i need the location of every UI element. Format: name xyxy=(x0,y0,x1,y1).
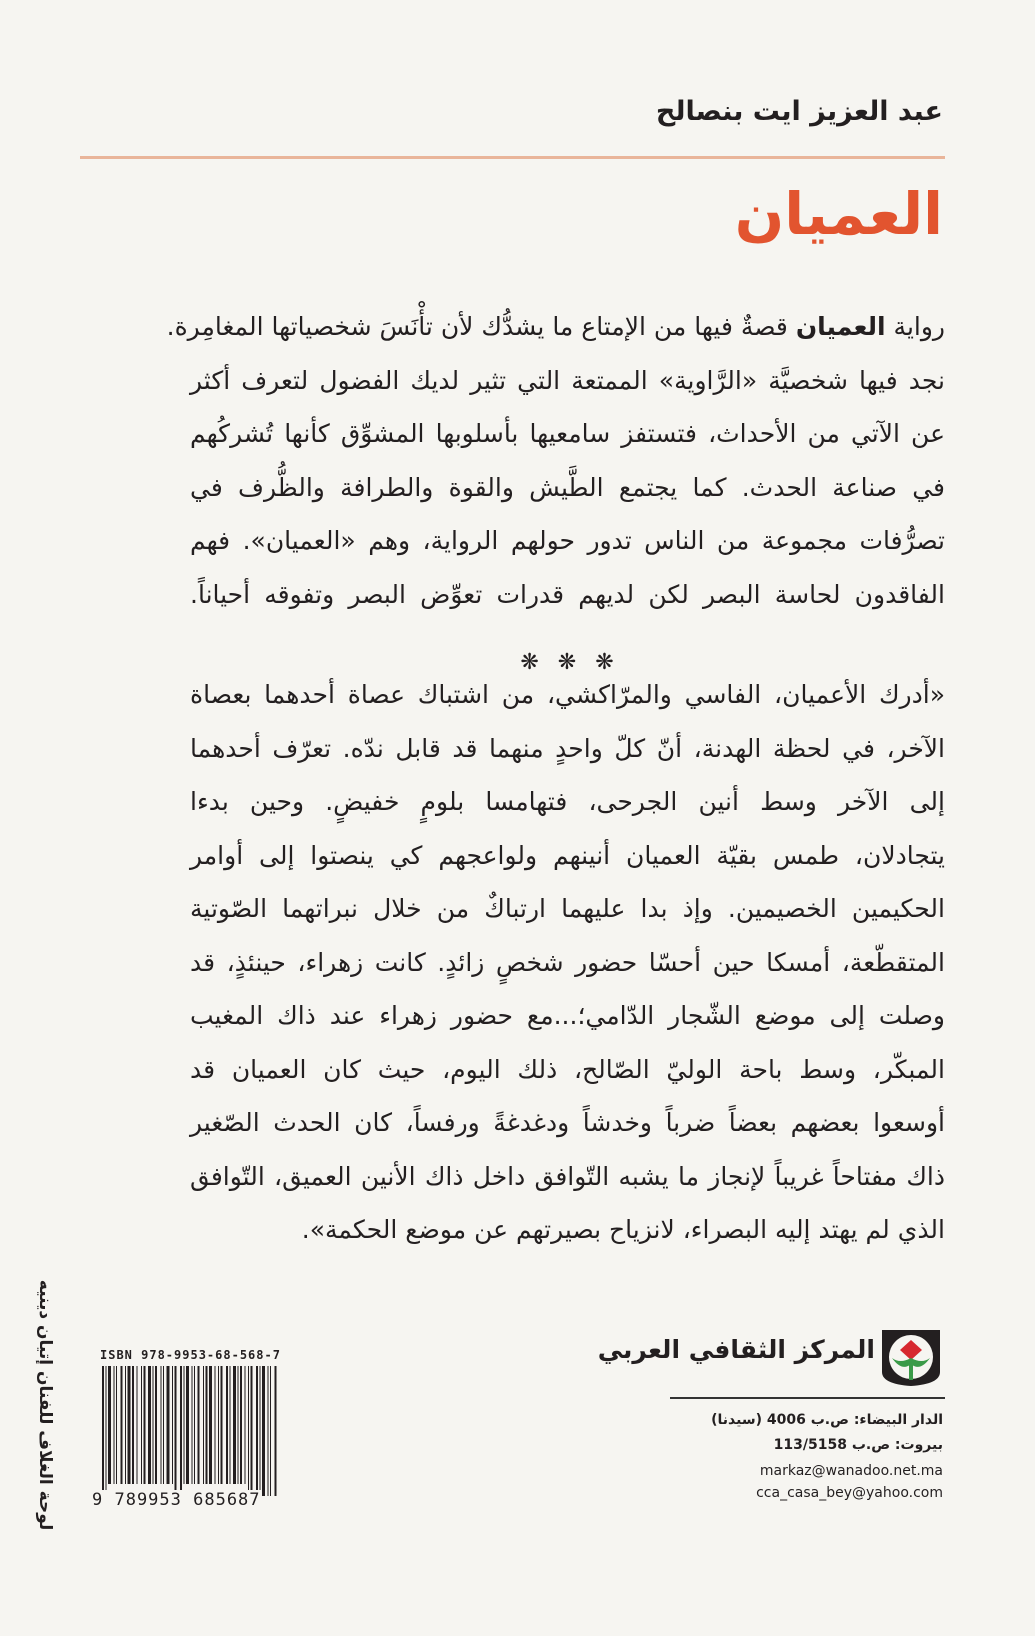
barcode-bar xyxy=(106,1366,107,1496)
barcode-bar xyxy=(203,1366,204,1484)
barcode-bar xyxy=(218,1366,219,1484)
barcode-bar xyxy=(175,1366,177,1496)
barcode-bar xyxy=(233,1366,236,1484)
barcode-bar xyxy=(114,1366,115,1484)
barcode-bar xyxy=(186,1366,189,1484)
publisher-divider xyxy=(670,1397,945,1399)
excerpt-line: يتجادلان، طمس بقيّة العميان أنينهم ولواعجهم كي ينصتوا إلى أوامر xyxy=(190,840,945,870)
barcode-bar xyxy=(184,1366,185,1484)
barcode-bar xyxy=(262,1366,265,1496)
header-divider xyxy=(80,156,945,159)
barcode-bar xyxy=(226,1366,228,1484)
excerpt-paragraph xyxy=(190,668,945,1257)
barcode-bar xyxy=(102,1366,104,1496)
cover-art-credit xyxy=(25,1270,65,1540)
excerpt-line: «أدرك الأعميان، الفاسي والمرّاكشي، من اشتباك عصاة أحدهما بعصاة xyxy=(190,680,945,709)
barcode-bar xyxy=(238,1366,239,1484)
barcode-bar xyxy=(268,1366,269,1496)
blurb-bold-title: العميان xyxy=(795,312,886,341)
barcode-bar xyxy=(270,1366,271,1496)
barcode-bar xyxy=(163,1366,164,1484)
section-separator: ❋ ❋ ❋ xyxy=(520,650,620,675)
blurb-line: الفاقدون لحاسة البصر لكن لديهم قدرات تعوِّض البصر وتفوقه أحياناً. xyxy=(190,579,945,609)
excerpt-line: المتقطّعة، أمسكا حين أحسّا حضور شخصٍ زائدٍ. كانت زهراء، حينئذٍ، قد xyxy=(190,947,945,977)
barcode xyxy=(100,1366,280,1496)
barcode-bar xyxy=(116,1366,117,1484)
blurb-line: في صناعة الحدث. كما يجتمع الطَّيش والقوة والطرافة والظُّرف في xyxy=(190,472,945,502)
barcode-bar xyxy=(245,1366,246,1484)
barcode-bar xyxy=(251,1366,253,1496)
barcode-bar xyxy=(155,1366,157,1484)
barcode-bar xyxy=(209,1366,212,1484)
blurb-line: نجد فيها شخصيَّة «الرَّاوية» الممتعة التي تثير لديك الفضول لتعرف أكثر xyxy=(190,365,945,395)
barcode-bar xyxy=(194,1366,195,1484)
barcode-bar xyxy=(148,1366,151,1484)
barcode-bar xyxy=(198,1366,200,1484)
barcode-bar xyxy=(230,1366,231,1484)
barcode-bar xyxy=(121,1366,123,1484)
author-name: عبد العزيز ايت بنصالح xyxy=(655,96,943,127)
barcode-bar xyxy=(167,1366,170,1484)
address-beirut: بيروت: ص.ب 113/5158 xyxy=(773,1437,943,1453)
barcode-bar xyxy=(161,1366,162,1484)
book-title: العميان xyxy=(734,180,943,248)
excerpt-line: ذاك مفتاحاً غريباً لإنجاز ما يشبه التّوافق داخل ذاك الأنين العميق، التّوافق xyxy=(190,1161,945,1191)
publisher-name: المركز الثقافي العربي xyxy=(597,1335,875,1364)
excerpt-line: إلى الآخر وسط أنين الجرحى، فتهامسا بلومٍ خفيضٍ. وحين بدءا xyxy=(190,787,945,816)
blurb-line: عن الآتي من الأحداث، فتستفز سامعيها بأسلوبها المشوِّق كأنها تُشركُهم xyxy=(190,419,945,448)
publisher-logo-icon xyxy=(878,1328,944,1388)
barcode-bar xyxy=(172,1366,173,1484)
excerpt-line: الحكيمين الخصيمين. وإذ بدا عليهما ارتباكٌ من خلال نبراتهما الصّوتية xyxy=(190,894,945,923)
barcode-bar xyxy=(137,1366,138,1484)
barcode-bar xyxy=(256,1366,258,1496)
blurb-text: قصةٌ فيها من الإمتاع ما يشدُّك لأن تأْنَسَ شخصياتها المغامِرة. xyxy=(166,312,796,341)
address-casablanca: الدار البيضاء: ص.ب 4006 (سيدنا) xyxy=(711,1412,943,1428)
excerpt-line: وصلت إلى موضع الشّجار الدّامي؛...مع حضور زهراء عند ذاك المغيب xyxy=(190,1001,945,1030)
excerpt-line: أوسعوا بعضهم بعضاً ضرباً وخدشاً ودغدغةً ورفساً، كان الحدث الصّغير xyxy=(190,1108,945,1137)
blurb-text: رواية xyxy=(885,312,945,341)
excerpt-line: الذي لم يهتد إليه البصراء، لانزياح بصيرتهم عن موضع الحكمة». xyxy=(301,1215,945,1244)
cover-art-credit-text: لوحة الغلاف للفنان إتيان دينيه xyxy=(35,1279,55,1531)
barcode-bar xyxy=(144,1366,146,1484)
barcode-bar xyxy=(240,1366,242,1484)
barcode-bar xyxy=(108,1366,111,1484)
barcode-bar xyxy=(153,1366,154,1484)
barcode-bar xyxy=(141,1366,142,1484)
barcode-bar xyxy=(125,1366,126,1484)
barcode-bar xyxy=(275,1366,277,1496)
blurb-line xyxy=(166,300,945,354)
blurb-line: تصرُّفات مجموعة من الناس تدور حولهم الرواية، وهم «العميان». فهم xyxy=(190,526,945,555)
barcode-bar xyxy=(221,1366,223,1484)
blurb-paragraph xyxy=(166,300,945,621)
excerpt-line: الآخر، في لحظة الهدنة، أنّ كلّ واحدٍ منهما قد قابل ندّه. تعرّف أحدهما xyxy=(190,733,945,763)
email-2: cca_casa_bey@yahoo.com xyxy=(756,1485,943,1501)
barcode-bar xyxy=(128,1366,131,1484)
email-1: markaz@wanadoo.net.ma xyxy=(759,1463,943,1479)
excerpt-line: المبكّر، وسط باحة الوليّ الصّالح، ذلك اليوم، حيث كان العميان قد xyxy=(190,1054,945,1084)
barcode-digits: 9 789953 685687 xyxy=(92,1490,261,1510)
barcode-bar xyxy=(248,1366,249,1496)
barcode-bar xyxy=(206,1366,208,1484)
barcode-bar xyxy=(215,1366,216,1484)
isbn-label: ISBN 978-9953-68-568-7 xyxy=(100,1348,281,1362)
barcode-bar xyxy=(180,1366,182,1496)
barcode-bar xyxy=(192,1366,193,1484)
barcode-bar xyxy=(132,1366,134,1484)
barcode-bar xyxy=(260,1366,261,1496)
